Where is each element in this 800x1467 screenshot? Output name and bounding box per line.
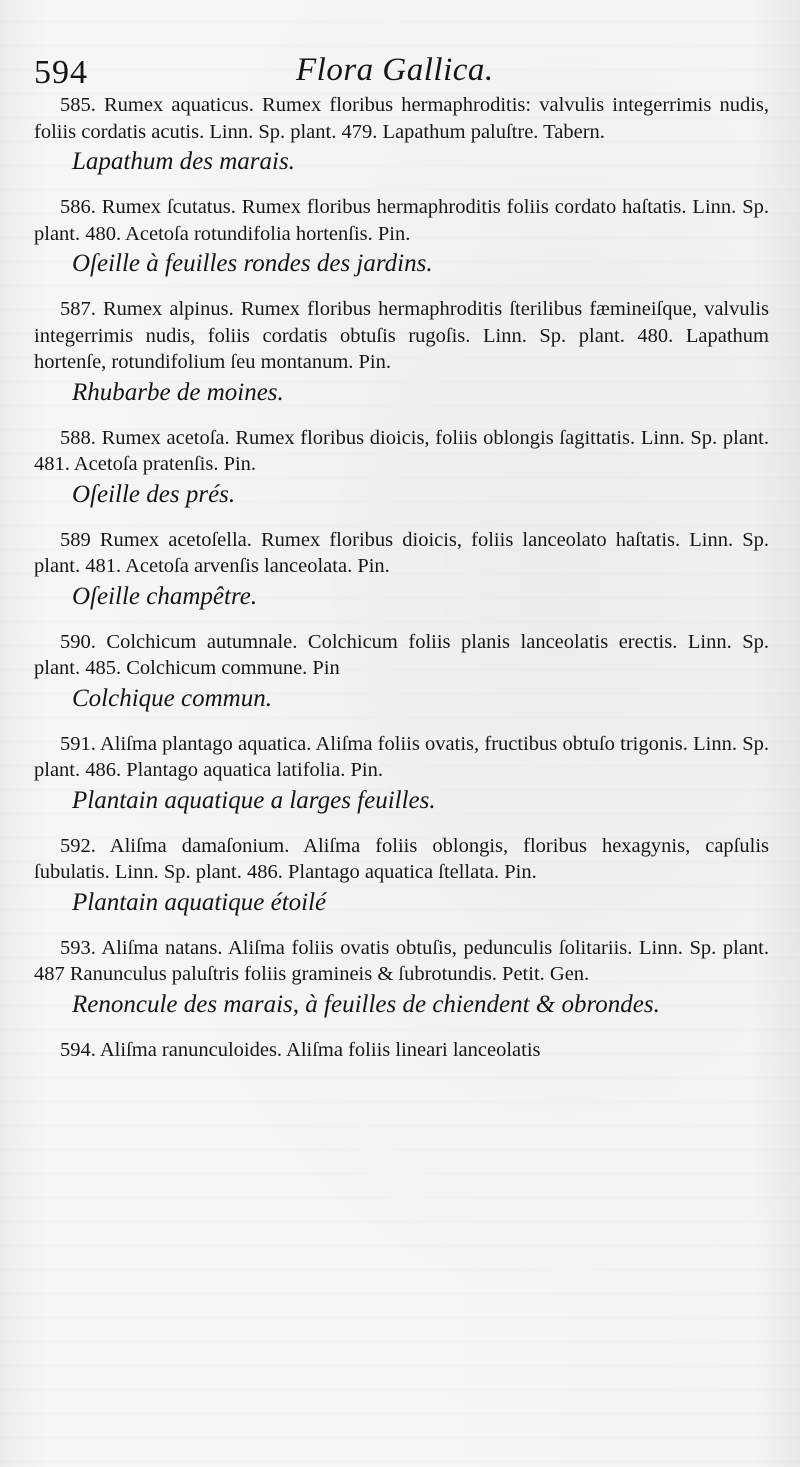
entry-590: [34, 629, 769, 714]
common-name: Renoncule des marais, à feuilles de chiendent & obrondes.: [72, 990, 660, 1018]
entry-text: 590. Colchicum autumnale. Colchicum foliis planis lanceolatis erectis. Linn. Sp. plant. 485. Colchicum commune. Pin: [34, 630, 769, 679]
entry-text: 592. Aliſma damaſonium. Aliſma foliis oblongis, floribus hexagynis, capſulis ſubulatis. Linn. Sp. plant. 486. Plantago aquatica ſtellata. Pin.: [34, 834, 769, 883]
running-title: Flora Gallica.: [296, 52, 494, 88]
common-name: Oſeille à feuilles rondes des jardins.: [72, 250, 433, 277]
entry-text: 585. Rumex aquaticus. Rumex floribus hermaphroditis: valvulis integerrimis nudis, foliis cordatis acutis. Linn. Sp. plant. 479. Lapathum paluſtre. Tabern.: [34, 94, 769, 143]
entry-588: [34, 425, 769, 510]
entry-587: [34, 296, 769, 408]
entry-text: 588. Rumex acetoſa. Rumex floribus dioicis, foliis oblongis ſagittatis. Linn. Sp. plant. 481. Acetoſa pratenſis. Pin.: [34, 426, 769, 475]
entry-text: 591. Aliſma plantago aquatica. Aliſma foliis ovatis, fructibus obtuſo trigonis. Linn. Sp. plant. 486. Plantago aquatica latifolia. Pin.: [34, 732, 769, 781]
entry-text: 594. Aliſma ranunculoides. Aliſma foliis lineari lanceolatis: [60, 1038, 541, 1061]
page-body: [34, 92, 769, 1080]
entry-594: [34, 1037, 769, 1064]
common-name: Lapathum des marais.: [72, 148, 295, 175]
entry-589: [34, 527, 769, 612]
entry-text: 593. Aliſma natans. Aliſma foliis ovatis obtuſis, pedunculis ſolitariis. Linn. Sp. plant. 487 Ranunculus paluſtris foliis gramineis & ſubrotundis. Petit. Gen.: [34, 936, 769, 985]
common-name: Oſeille champêtre.: [72, 582, 258, 610]
entry-591: [34, 731, 769, 816]
entry-586: [34, 194, 769, 279]
entry-585: [34, 92, 769, 177]
common-name: Plantain aquatique a larges feuilles.: [72, 786, 436, 814]
entry-text: 586. Rumex ſcutatus. Rumex floribus hermaphroditis foliis cordato haſtatis. Linn. Sp. plant. 480. Acetoſa rotundifolia hortenſis. Pin.: [34, 196, 769, 245]
entry-592: [34, 833, 769, 918]
common-name: Plantain aquatique étoilé: [72, 888, 327, 916]
common-name: Oſeille des prés.: [72, 480, 236, 508]
page-number: 594: [34, 54, 88, 91]
common-name: Rhubarbe de moines.: [72, 378, 284, 406]
page-header: [34, 46, 774, 96]
entry-text: 589 Rumex acetoſella. Rumex floribus dioicis, foliis lanceolato haſtatis. Linn. Sp. plant. 481. Acetoſa arvenſis lanceolata. Pin.: [34, 528, 769, 577]
common-name: Colchique commun.: [72, 684, 272, 712]
entry-text: 587. Rumex alpinus. Rumex floribus hermaphroditis ſterilibus fæmineiſque, valvulis integerrimis nudis, foliis cordatis obtuſis rugoſis. Linn. Sp. plant. 480. Lapathum hortenſe, rotundifolium ſeu montanum. Pin.: [34, 298, 769, 373]
entry-593: [34, 935, 769, 1020]
